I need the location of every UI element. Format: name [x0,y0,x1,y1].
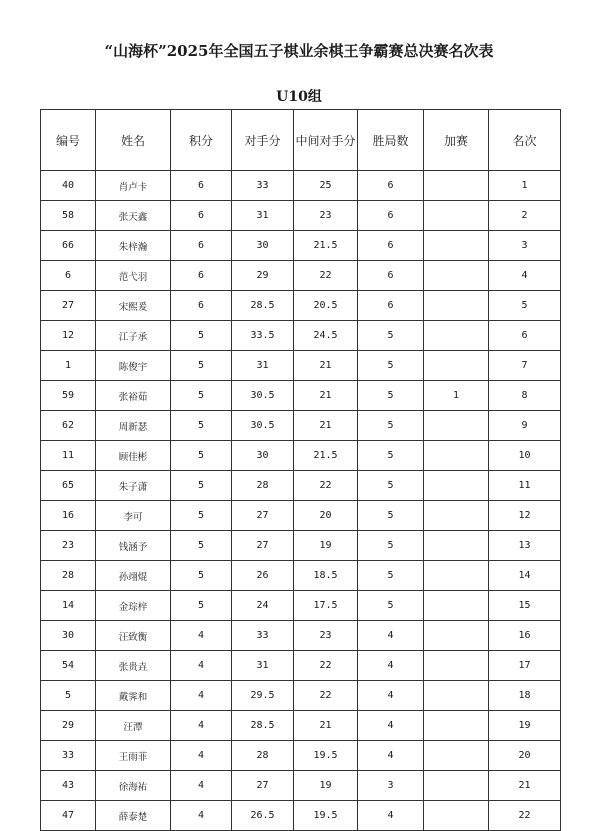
cell-rank: 12 [489,501,561,531]
cell-id: 54 [41,651,96,681]
cell-playoff [424,531,489,561]
table-row [41,801,561,831]
cell-opponent-score: 30 [232,441,294,471]
cell-name: 宋熙爰 [96,291,171,321]
cell-opponent-score: 30.5 [232,411,294,441]
cell-name: 汪潭 [96,711,171,741]
cell-points: 5 [171,441,232,471]
header-cell-name: 姓名 [96,110,171,171]
cell-median-opponent-score: 21 [294,381,358,411]
cell-points: 4 [171,651,232,681]
table-row [41,531,561,561]
cell-playoff [424,171,489,201]
cell-median-opponent-score: 19.5 [294,801,358,831]
cell-name: 周新瑟 [96,411,171,441]
cell-points: 5 [171,591,232,621]
cell-opponent-score: 33 [232,621,294,651]
cell-points: 6 [171,231,232,261]
table-row [41,741,561,771]
cell-rank: 8 [489,381,561,411]
header-cell-rank: 名次 [489,110,561,171]
cell-name: 江子承 [96,321,171,351]
cell-wins: 4 [358,741,424,771]
table-row [41,381,561,411]
table-row [41,231,561,261]
cell-median-opponent-score: 24.5 [294,321,358,351]
cell-wins: 5 [358,441,424,471]
cell-points: 5 [171,381,232,411]
table-row [41,201,561,231]
cell-wins: 6 [358,231,424,261]
cell-playoff [424,771,489,801]
ranking-table [40,109,561,831]
cell-wins: 6 [358,291,424,321]
cell-points: 5 [171,531,232,561]
cell-id: 29 [41,711,96,741]
cell-rank: 22 [489,801,561,831]
cell-rank: 5 [489,291,561,321]
header-cell-opponent-score: 对手分 [232,110,294,171]
cell-rank: 18 [489,681,561,711]
table-row [41,441,561,471]
cell-name: 张裕茹 [96,381,171,411]
cell-wins: 5 [358,531,424,561]
cell-playoff [424,321,489,351]
cell-playoff [424,261,489,291]
cell-name: 戴霁和 [96,681,171,711]
table-row [41,261,561,291]
cell-opponent-score: 28 [232,471,294,501]
cell-median-opponent-score: 17.5 [294,591,358,621]
cell-wins: 5 [358,351,424,381]
cell-id: 16 [41,501,96,531]
cell-points: 4 [171,771,232,801]
cell-wins: 4 [358,651,424,681]
cell-playoff [424,231,489,261]
cell-opponent-score: 29.5 [232,681,294,711]
cell-playoff [424,741,489,771]
cell-rank: 4 [489,261,561,291]
cell-wins: 5 [358,411,424,441]
cell-opponent-score: 27 [232,501,294,531]
cell-rank: 11 [489,471,561,501]
table-row [41,411,561,441]
cell-wins: 5 [358,561,424,591]
cell-id: 59 [41,381,96,411]
table-row [41,171,561,201]
cell-opponent-score: 31 [232,201,294,231]
cell-wins: 6 [358,261,424,291]
cell-wins: 5 [358,321,424,351]
cell-id: 40 [41,171,96,201]
cell-id: 58 [41,201,96,231]
table-row [41,711,561,741]
cell-median-opponent-score: 19 [294,771,358,801]
cell-points: 6 [171,201,232,231]
cell-id: 47 [41,801,96,831]
cell-median-opponent-score: 23 [294,621,358,651]
cell-playoff [424,621,489,651]
cell-name: 朱梓瀚 [96,231,171,261]
cell-playoff [424,501,489,531]
cell-opponent-score: 26 [232,561,294,591]
cell-wins: 6 [358,201,424,231]
cell-median-opponent-score: 20 [294,501,358,531]
cell-rank: 13 [489,531,561,561]
cell-rank: 2 [489,201,561,231]
cell-points: 5 [171,501,232,531]
cell-playoff [424,591,489,621]
cell-points: 5 [171,351,232,381]
cell-wins: 4 [358,681,424,711]
cell-playoff [424,681,489,711]
cell-median-opponent-score: 22 [294,651,358,681]
table-row [41,351,561,381]
cell-median-opponent-score: 20.5 [294,291,358,321]
cell-points: 4 [171,621,232,651]
cell-points: 6 [171,261,232,291]
cell-name: 张天鑫 [96,201,171,231]
cell-id: 14 [41,591,96,621]
cell-wins: 4 [358,621,424,651]
cell-opponent-score: 28.5 [232,291,294,321]
table-row [41,771,561,801]
cell-median-opponent-score: 22 [294,471,358,501]
cell-name: 顾佳彬 [96,441,171,471]
cell-rank: 14 [489,561,561,591]
table-row [41,681,561,711]
cell-median-opponent-score: 22 [294,681,358,711]
cell-rank: 16 [489,621,561,651]
cell-id: 28 [41,561,96,591]
cell-rank: 9 [489,411,561,441]
cell-median-opponent-score: 23 [294,201,358,231]
cell-rank: 1 [489,171,561,201]
table-header-row [41,110,561,171]
cell-playoff [424,201,489,231]
cell-name: 李可 [96,501,171,531]
cell-rank: 21 [489,771,561,801]
cell-wins: 4 [358,711,424,741]
cell-playoff [424,651,489,681]
table-body [41,171,561,831]
table-row [41,561,561,591]
cell-median-opponent-score: 21 [294,351,358,381]
table-row [41,501,561,531]
cell-id: 11 [41,441,96,471]
cell-rank: 3 [489,231,561,261]
cell-opponent-score: 27 [232,531,294,561]
cell-id: 1 [41,351,96,381]
cell-playoff [424,711,489,741]
cell-median-opponent-score: 21 [294,711,358,741]
cell-rank: 20 [489,741,561,771]
cell-name: 张贵垚 [96,651,171,681]
cell-points: 5 [171,471,232,501]
cell-wins: 3 [358,771,424,801]
cell-median-opponent-score: 21.5 [294,231,358,261]
cell-points: 6 [171,171,232,201]
cell-points: 6 [171,291,232,321]
table-row [41,471,561,501]
cell-playoff [424,561,489,591]
cell-wins: 4 [358,801,424,831]
cell-name: 孙翊焜 [96,561,171,591]
cell-points: 4 [171,741,232,771]
table-row [41,591,561,621]
cell-median-opponent-score: 21.5 [294,441,358,471]
cell-opponent-score: 29 [232,261,294,291]
header-cell-id: 编号 [41,110,96,171]
cell-playoff [424,291,489,321]
cell-opponent-score: 30.5 [232,381,294,411]
document-title: “山海杯”2025年全国五子棋业余棋王争霸赛总决赛名次表 [104,42,494,60]
cell-id: 33 [41,741,96,771]
cell-rank: 6 [489,321,561,351]
cell-playoff [424,801,489,831]
cell-playoff [424,471,489,501]
cell-name: 钱涵予 [96,531,171,561]
cell-name: 汪致衡 [96,621,171,651]
header-cell-points: 积分 [171,110,232,171]
cell-name: 陈俊宇 [96,351,171,381]
cell-points: 5 [171,411,232,441]
cell-opponent-score: 31 [232,351,294,381]
cell-median-opponent-score: 25 [294,171,358,201]
cell-median-opponent-score: 21 [294,411,358,441]
cell-wins: 5 [358,471,424,501]
cell-opponent-score: 28 [232,741,294,771]
cell-id: 66 [41,231,96,261]
cell-median-opponent-score: 18.5 [294,561,358,591]
cell-opponent-score: 30 [232,231,294,261]
cell-name: 肖卢卡 [96,171,171,201]
cell-playoff: 1 [424,381,489,411]
cell-opponent-score: 28.5 [232,711,294,741]
cell-name: 金琮梓 [96,591,171,621]
cell-name: 徐海祐 [96,771,171,801]
cell-id: 30 [41,621,96,651]
cell-id: 65 [41,471,96,501]
cell-playoff [424,441,489,471]
cell-opponent-score: 24 [232,591,294,621]
cell-name: 朱子潇 [96,471,171,501]
cell-name: 薛泰楚 [96,801,171,831]
cell-id: 5 [41,681,96,711]
table-row [41,291,561,321]
cell-median-opponent-score: 19.5 [294,741,358,771]
cell-opponent-score: 31 [232,651,294,681]
cell-wins: 5 [358,591,424,621]
cell-name: 范弋羽 [96,261,171,291]
cell-opponent-score: 27 [232,771,294,801]
cell-name: 王雨菲 [96,741,171,771]
header-cell-playoff: 加赛 [424,110,489,171]
cell-id: 23 [41,531,96,561]
cell-playoff [424,411,489,441]
cell-wins: 6 [358,171,424,201]
header-cell-wins: 胜局数 [358,110,424,171]
table-row [41,651,561,681]
cell-rank: 19 [489,711,561,741]
group-title: U10组 [276,89,322,105]
cell-median-opponent-score: 19 [294,531,358,561]
cell-points: 5 [171,561,232,591]
cell-opponent-score: 26.5 [232,801,294,831]
cell-id: 43 [41,771,96,801]
cell-rank: 10 [489,441,561,471]
cell-rank: 15 [489,591,561,621]
cell-wins: 5 [358,381,424,411]
cell-opponent-score: 33 [232,171,294,201]
cell-points: 4 [171,711,232,741]
cell-wins: 5 [358,501,424,531]
cell-median-opponent-score: 22 [294,261,358,291]
cell-points: 5 [171,321,232,351]
cell-id: 6 [41,261,96,291]
cell-opponent-score: 33.5 [232,321,294,351]
header-cell-median-opponent-score: 中间对手分 [294,110,358,171]
cell-points: 4 [171,801,232,831]
cell-rank: 17 [489,651,561,681]
table-row [41,321,561,351]
cell-points: 4 [171,681,232,711]
cell-playoff [424,351,489,381]
cell-id: 12 [41,321,96,351]
cell-rank: 7 [489,351,561,381]
cell-id: 27 [41,291,96,321]
cell-id: 62 [41,411,96,441]
table-row [41,621,561,651]
